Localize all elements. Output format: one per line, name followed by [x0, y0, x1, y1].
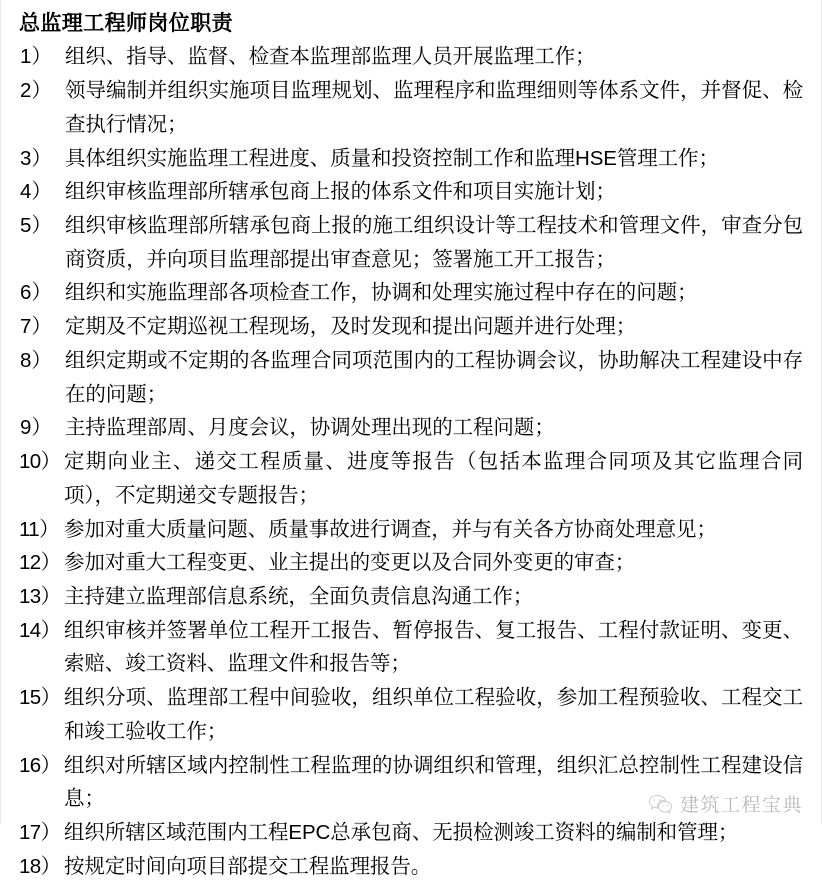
- list-item: [19, 276, 809, 310]
- list-item-marker: 1）: [20, 45, 52, 69]
- list-item: [19, 142, 809, 176]
- list-item: [19, 816, 809, 850]
- list-item-marker: 5）: [20, 214, 52, 238]
- list-item-marker: 15）: [19, 686, 61, 710]
- list-item-text: 定期及不定期巡视工程现场，及时发现和提出问题并进行处理；: [65, 315, 637, 339]
- list-item-marker: 16）: [19, 753, 61, 777]
- watermark-label: 建筑工程宝典: [679, 795, 803, 816]
- list-item-text: 具体组织实施监理工程进度、质量和投资控制工作和监理HSE管理工作；: [65, 146, 719, 170]
- list-item-marker: 2）: [20, 79, 52, 103]
- list-item-text: 组织审核监理部所辖承包商上报的体系文件和项目实施计划；: [65, 180, 616, 204]
- list-item-text: 组织和实施监理部各项检查工作，协调和处理实施过程中存在的问题；: [65, 281, 698, 305]
- responsibility-list: [19, 40, 809, 883]
- list-item-text: 领导编制并组织实施项目监理规划、监理程序和监理细则等体系文件，并督促、检查执行情况；: [65, 79, 803, 136]
- list-item-marker: 4）: [20, 180, 52, 204]
- list-item-text: 组织审核监理部所辖承包商上报的施工组织设计等工程技术和管理文件，审查分包商资质，并向项目监理部提出审查意见；签署施工开工报告；: [65, 214, 803, 271]
- list-item-text: 组织所辖区域范围内工程EPC总承包商、无损检测竣工资料的编制和管理；: [64, 820, 739, 844]
- list-item: [19, 614, 809, 681]
- list-item-marker: 13）: [19, 584, 61, 608]
- list-item-marker: 18）: [19, 854, 61, 878]
- list-item: [19, 580, 809, 614]
- list-item-text: 主持监理部周、月度会议，协调处理出现的工程问题；: [65, 416, 555, 440]
- list-item: [19, 513, 809, 547]
- list-item-text: 组织、指导、监督、检查本监理部监理人员开展监理工作；: [65, 45, 596, 69]
- list-item: [19, 310, 809, 344]
- list-item-text: 主持建立监理部信息系统，全面负责信息沟通工作；: [64, 584, 534, 608]
- list-item-marker: 17）: [19, 820, 61, 844]
- list-item: [19, 681, 809, 748]
- list-item: [19, 74, 809, 141]
- list-item-marker: 12）: [19, 551, 61, 575]
- list-item: [19, 411, 809, 445]
- list-item-text: 参加对重大质量问题、质量事故进行调查，并与有关各方协商处理意见；: [64, 517, 717, 541]
- page-title: 总监理工程师岗位职责: [19, 12, 233, 35]
- list-item-marker: 3）: [20, 146, 52, 170]
- list-item-text: 组织分项、监理部工程中间验收，组织单位工程验收，参加工程预验收、工程交工和竣工验收工作；: [64, 686, 803, 743]
- list-item: [19, 445, 809, 512]
- document-body: [19, 0, 809, 883]
- list-item: [19, 40, 809, 74]
- list-item-text: 组织定期或不定期的各监理合同项范围内的工程协调会议，协助解决工程建设中存在的问题；: [65, 348, 803, 406]
- list-item-marker: 11）: [19, 517, 59, 541]
- list-item-marker: 10）: [19, 450, 61, 474]
- list-item-marker: 9）: [20, 416, 52, 440]
- list-item: [19, 344, 809, 411]
- list-item: [19, 209, 809, 276]
- list-item-text: 定期向业主、递交工程质量、进度等报告（包括本监理合同项及其它监理合同项），不定期递交专题报告；: [64, 450, 803, 507]
- list-item-text: 组织对所辖区域内控制性工程监理的协调组织和管理，组织汇总控制性工程建设信息；: [64, 753, 803, 811]
- list-item-text: 组织审核并签署单位工程开工报告、暂停报告、复工报告、工程付款证明、变更、索赔、竣工资料、监理文件和报告等；: [64, 618, 803, 676]
- list-item-marker: 7）: [20, 315, 52, 339]
- list-item: [19, 749, 809, 816]
- list-item-marker: 14）: [19, 618, 61, 642]
- list-item: [19, 175, 809, 209]
- list-item: [19, 546, 809, 580]
- list-item-text: 参加对重大工程变更、业主提出的变更以及合同外变更的审查；: [64, 551, 636, 575]
- list-item-marker: 8）: [20, 348, 52, 372]
- list-item: [19, 850, 809, 883]
- list-item-marker: 6）: [20, 281, 52, 305]
- list-item-text: 按规定时间向项目部提交工程监理报告。: [64, 854, 432, 878]
